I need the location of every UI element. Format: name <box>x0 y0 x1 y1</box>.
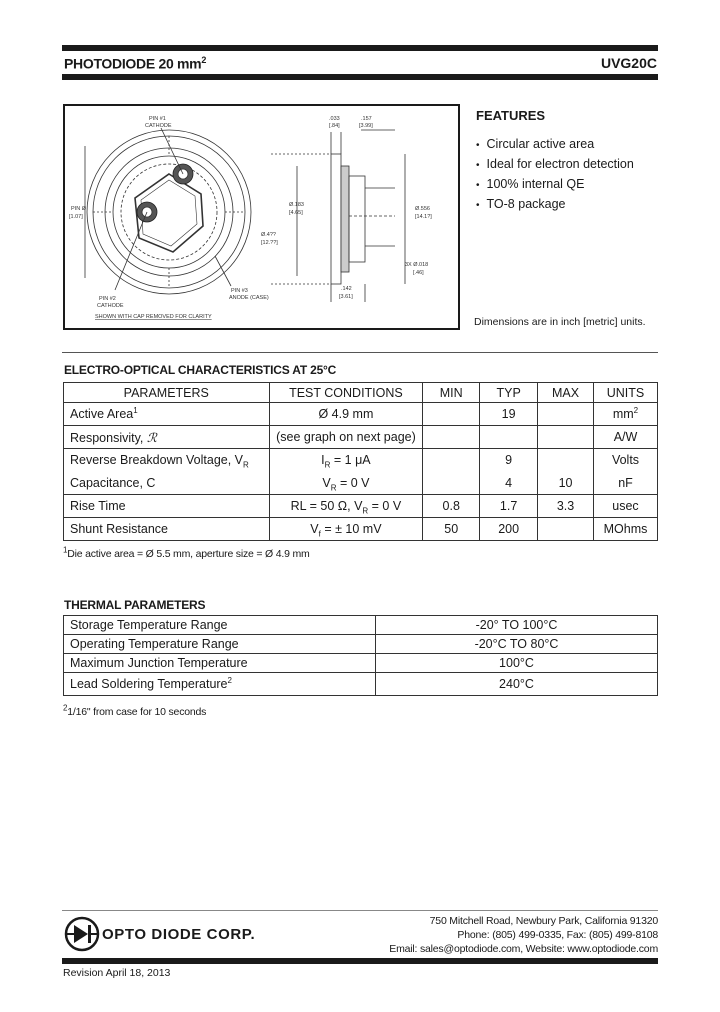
cond-cell: $V_R = 0$ V <box>269 472 423 495</box>
company-contact <box>389 914 658 956</box>
company-name: OPTO DIODE CORP. <box>102 926 256 943</box>
cond-cell: RL = 50 Ω, $V_R = 0$ V <box>269 495 423 518</box>
table-row <box>64 495 658 518</box>
max-cell <box>538 426 594 449</box>
dim-556-metric: [14.1?] <box>415 214 432 220</box>
typ-cell: 1.7 <box>480 495 538 518</box>
bottom-rule <box>62 958 658 964</box>
unit-cell: Volts <box>593 449 657 472</box>
unit-cell: nF <box>593 472 657 495</box>
eo-footnote: $^1$Die active area = Ø 5.5 mm, aperture size = Ø 4.9 mm <box>63 545 310 560</box>
pin1-label: PIN #1 <box>149 116 166 122</box>
top-rule <box>62 45 658 51</box>
table-row <box>64 518 658 541</box>
unit-cell: A/W <box>593 426 657 449</box>
pin2-label: PIN #2 <box>99 296 116 302</box>
part-number: UVG20C <box>600 55 657 71</box>
eo-table <box>63 382 658 541</box>
typ-cell: 19 <box>480 403 538 426</box>
thermal-table <box>63 615 658 696</box>
thermal-value: 240°C <box>376 673 658 696</box>
feature-item: • 100% internal QE <box>476 175 634 195</box>
dim-142-metric: [3.61] <box>339 294 353 300</box>
thermal-value: 100°C <box>376 654 658 673</box>
mechanical-drawing <box>63 104 460 330</box>
dim-183: Ø.183 <box>289 202 304 208</box>
dim-033-metric: [.84] <box>329 123 340 129</box>
typ-cell <box>480 426 538 449</box>
param-cell: Reverse Breakdown Voltage, $V_R$ <box>64 449 270 472</box>
param-cell: Active Area$^1$ <box>64 403 270 426</box>
email: Email: sales@optodiode.com, Website: www.optodiode.com <box>389 943 658 955</box>
header-rule <box>62 74 658 80</box>
page-title: PHOTODIODE 20 $mm^2$ <box>64 55 207 72</box>
table-row <box>64 673 658 696</box>
typ-cell: 9 <box>480 449 538 472</box>
min-cell <box>423 472 480 495</box>
max-cell <box>538 449 594 472</box>
thermal-param: Operating Temperature Range <box>64 635 376 654</box>
features-section <box>476 108 634 215</box>
unit-cell: MOhms <box>593 518 657 541</box>
phone: Phone: (805) 499-0335, Fax: (805) 499-8108 <box>457 929 658 941</box>
max-cell <box>538 403 594 426</box>
dim-142: .142 <box>341 286 352 292</box>
feature-item: • TO-8 package <box>476 195 634 215</box>
feature-item: • Circular active area <box>476 135 634 155</box>
unit-cell: $mm^2$ <box>593 403 657 426</box>
dim-183-metric: [4.65] <box>289 210 303 216</box>
max-cell: 3.3 <box>538 495 594 518</box>
cond-cell: $V_f$ = ± 10 mV <box>269 518 423 541</box>
table-row <box>64 472 658 495</box>
thermal-value: -20°C TO 80°C <box>376 635 658 654</box>
thermal-footnote: $^2$1/16" from case for 10 seconds <box>63 703 207 718</box>
unit-cell: usec <box>593 495 657 518</box>
table-row <box>64 426 658 449</box>
col-min: MIN <box>423 383 480 403</box>
anode-label: ANODE (CASE) <box>229 295 269 301</box>
cond-cell: Ø 4.9 mm <box>269 403 423 426</box>
thermal-param: Lead Soldering Temperature$^2$ <box>64 673 376 696</box>
pin-dia-label: PIN Ø <box>71 206 86 212</box>
table-row <box>64 449 658 472</box>
thermal-param: Storage Temperature Range <box>64 616 376 635</box>
cathode-top-label: CATHODE <box>145 123 172 129</box>
cathode-bot-label: CATHODE <box>97 303 124 309</box>
dim-157-metric: [3.99] <box>359 123 373 129</box>
table-row <box>64 654 658 673</box>
col-max: MAX <box>538 383 594 403</box>
table-row <box>64 635 658 654</box>
dim-lead-metric: [.46] <box>413 270 424 276</box>
thermal-title: THERMAL PARAMETERS <box>64 598 206 612</box>
thermal-value: -20° TO 100°C <box>376 616 658 635</box>
col-typ: TYP <box>480 383 538 403</box>
top-view <box>85 128 251 294</box>
min-cell: 0.8 <box>423 495 480 518</box>
table-row <box>64 616 658 635</box>
dim-157: .157 <box>361 116 372 122</box>
max-cell <box>538 518 594 541</box>
max-cell: 10 <box>538 472 594 495</box>
dim-4xx: Ø.4?? <box>261 232 276 238</box>
units-note: Dimensions are in inch [metric] units. <box>474 316 646 328</box>
col-units: UNITS <box>593 383 657 403</box>
company-logo-icon <box>64 916 100 952</box>
min-cell <box>423 403 480 426</box>
param-cell: Capacitance, C <box>64 472 270 495</box>
col-test-conditions: TEST CONDITIONS <box>269 383 423 403</box>
side-view <box>271 130 405 302</box>
cond-cell: (see graph on next page) <box>269 426 423 449</box>
cap-removed-note: SHOWN WITH CAP REMOVED FOR CLARITY <box>95 314 212 320</box>
section-divider <box>62 352 658 353</box>
drawing-svg <box>65 106 458 328</box>
table-row <box>64 403 658 426</box>
feature-item: • Ideal for electron detection <box>476 155 634 175</box>
eo-header-row <box>64 383 658 403</box>
pin-dia-metric: [1.07] <box>69 214 83 220</box>
min-cell <box>423 449 480 472</box>
revision-date: Revision April 18, 2013 <box>63 967 171 979</box>
min-cell <box>423 426 480 449</box>
thermal-param: Maximum Junction Temperature <box>64 654 376 673</box>
param-cell: Rise Time <box>64 495 270 518</box>
features-list <box>476 135 634 215</box>
footer-divider <box>62 910 658 911</box>
dim-033: .033 <box>329 116 340 122</box>
col-parameters: PARAMETERS <box>64 383 270 403</box>
typ-cell: 200 <box>480 518 538 541</box>
dim-4xx-metric: [12.??] <box>261 240 278 246</box>
features-heading: FEATURES <box>476 108 546 123</box>
dim-556: Ø.556 <box>415 206 430 212</box>
param-cell: Shunt Resistance <box>64 518 270 541</box>
eo-title: ELECTRO-OPTICAL CHARACTERISTICS AT 25°C <box>64 363 337 377</box>
cond-cell: $I_R = 1$ μA <box>269 449 423 472</box>
pin3-label: PIN #3 <box>231 288 248 294</box>
typ-cell: 4 <box>480 472 538 495</box>
min-cell: 50 <box>423 518 480 541</box>
address: 750 Mitchell Road, Newbury Park, California 91320 <box>429 915 658 927</box>
dim-lead: 3X Ø.018 <box>405 262 429 268</box>
param-cell: Responsivity, ℛ <box>64 426 270 449</box>
